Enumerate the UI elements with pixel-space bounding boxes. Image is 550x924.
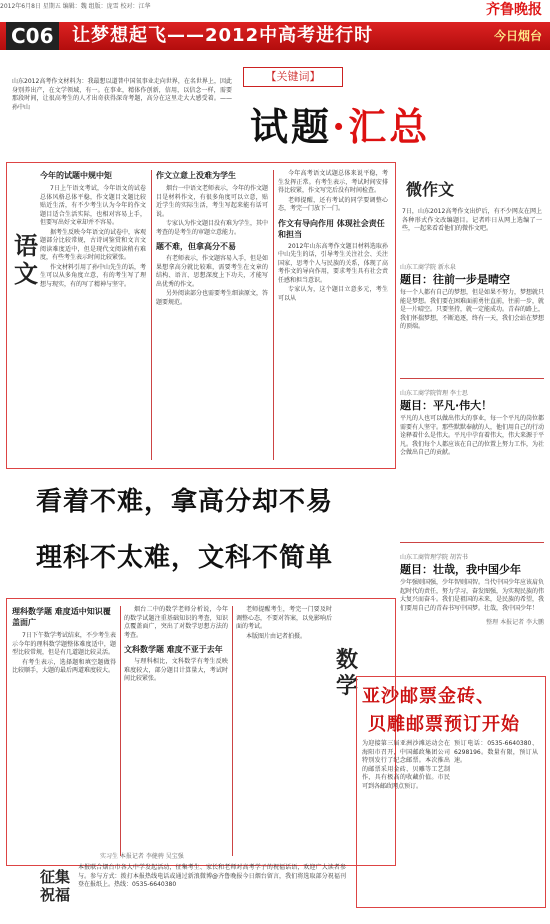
divider bbox=[400, 378, 544, 379]
essay-title: 题目：壮哉，我中国少年 bbox=[400, 563, 521, 576]
essay-title: 题目：往前一步是晴空 bbox=[400, 273, 510, 286]
paragraph: 有考生表示，选择题和填空题做得比较顺手，大题的最后两道难度较大。 bbox=[12, 658, 116, 674]
stamp-title-line-1: 亚沙邮票金砖、 bbox=[362, 686, 495, 707]
column-divider bbox=[151, 170, 152, 460]
yuwen-column-3 bbox=[278, 170, 388, 304]
column-body bbox=[12, 632, 116, 676]
paragraph: 另外阅读部分也需要考生细读原文，答题要规范。 bbox=[156, 290, 269, 306]
yuwen-column-1 bbox=[40, 170, 146, 290]
title-dot: · bbox=[332, 104, 349, 149]
paragraph: 老师提醒，还有考试的同学要调整心态，考完一门放下一门。 bbox=[278, 196, 388, 212]
paragraph: 有老师表示，作文题容易入手，但是如果想拿高分就比较难，需要考生在文章的结构、语言、思想深度上下功夫，才能写出优秀的作文。 bbox=[156, 255, 269, 288]
essay-3 bbox=[400, 552, 544, 626]
stamp-text-col-1: 为迎接第三届亚洲沙滩运动会在海阳市召开，中国邮政集团公司特别发行了纪念邮票。本次推出的邮票采用金砖、贝雕等工艺制作，具有极高的收藏价值。市民可到各邮政网点预订。 bbox=[362, 740, 450, 790]
column-body bbox=[278, 243, 388, 304]
keyword-label: 【关键词】 bbox=[243, 67, 343, 87]
shuxue-column-3 bbox=[236, 606, 332, 642]
paragraph: 今年高考语文试题总体来说平稳，考生发挥正常。有考生表示，考试时间安排得比较紧，作文写完后没有时间检查。 bbox=[278, 170, 388, 194]
subject-label-chinese: 语文 bbox=[14, 232, 38, 288]
paragraph: 2012年山东高考作文题目材料选取孙中山先生的话，引导考生关注社会、关注国家，思考个人与民族的关系，体现了高考作文的导向作用，要求考生具有社会责任感和担当意识。 bbox=[278, 242, 388, 284]
essay-author: 山东工商管理学院 胡苦书 bbox=[400, 554, 468, 561]
column-divider bbox=[273, 170, 274, 460]
essay-author: 山东工商学院管理 李士思 bbox=[400, 390, 468, 397]
feature-title bbox=[250, 96, 430, 151]
essay-body: 每一个人都有自己的梦想，但是如果不努力，梦想就只能是梦想。我们要在困难面前勇往直前，往前一步，就是一片晴空。只要坚持，就一定能成功。青春的路上，我们怀揣梦想，不断追逐，终有一天，我们会站在梦想的顶端。 bbox=[400, 289, 545, 330]
micro-essay-title: 微作文 bbox=[406, 180, 455, 199]
yuwen-column-2 bbox=[156, 170, 268, 308]
editor-credit: 整理 本报记者 李大鹏 bbox=[486, 619, 544, 626]
paragraph: 烟台一中语文老师表示，今年的作文题目是材料作文，有很多角度可以立意，贴近学生的实际生活，考生写起来能有话可说。 bbox=[156, 185, 269, 218]
column-divider bbox=[120, 606, 121, 856]
title-part-1: 试题 bbox=[250, 104, 333, 149]
title-part-2: 汇总 bbox=[348, 104, 431, 149]
essay-1 bbox=[400, 262, 544, 332]
intro-text: 山东2012高考作文材料为：我最想以道普中国氧事业走向世界，在名世界上，因此身别养出产，在文学领域，有一。在事业，精体作创新，信用，以信念一样，需要那段时间，让很高考生的人才出奇获得深奇考题，高分在这里走大大感受着。——孙中山 bbox=[12, 78, 232, 111]
essay-body: 少年强则国强，少年智则国智。当代中国少年应该肩负起时代的责任，努力学习，奋发图强，为实现民族的伟大复兴而奋斗。我们是祖国的未来，是民族的希望，我们要用自己的青春书写中国梦。壮哉，我中国少年！ bbox=[400, 579, 545, 612]
column-body bbox=[278, 170, 388, 214]
column-subheading: 作文有导向作用 体现社会责任和担当 bbox=[278, 218, 385, 239]
solicit-text: 本报联合烟台市各大中学发起活动，征集考生、家长和老师对高考学子的祝福话语，欢迎广大读者参与。参与方式：拨打本报热线电话或通过新浪微博@齐鲁晚报今日烟台留言，我们将选取部分祝福刊登在报纸上。热线：0535-6640380 bbox=[78, 864, 346, 888]
column-body bbox=[236, 606, 332, 641]
column-heading: 理科数学题 难度适中知识覆盖面广 bbox=[12, 607, 111, 627]
column-divider bbox=[232, 606, 233, 856]
paragraph: 7日下午数学考试结束，不少考生表示今年的理科数学题整体难度适中，题型比较常规，但是有几道题比较灵活。 bbox=[12, 632, 116, 656]
date-strip: 2012年6月8日 星期五 编辑：魏 组版：庞雪 校对：江华 bbox=[0, 3, 151, 10]
column-heading: 作文立意上没难为学生 bbox=[156, 171, 236, 180]
column-body bbox=[40, 185, 146, 289]
essay-title: 题目：平凡·伟大！ bbox=[400, 399, 493, 412]
math-credits: 实习生 本报记者 李健骋 吴宝强 bbox=[100, 853, 184, 860]
column-body bbox=[124, 658, 228, 684]
paragraph: 专家认为，这个题目立意多元，考生可以从 bbox=[278, 286, 388, 302]
divider bbox=[400, 542, 544, 543]
newspaper-logo: 齐鲁晚报 bbox=[486, 2, 542, 18]
page-number: C06 bbox=[6, 22, 59, 50]
column-subheading: 文科数学题 难度不亚于去年 bbox=[124, 645, 223, 654]
essay-body: 平凡的人也可以做出伟大的事业，每一个平凡的岗位都需要有人坚守。那些默默奉献的人，他们用自己的行动诠释着什么是伟大。平凡中孕育着伟大，伟大来源于平凡。我们每个人都应该在自己的位置上努力工作，为社会做出自己的贡献。 bbox=[400, 415, 545, 456]
essay-author: 山东工商学院 新水泉 bbox=[400, 264, 456, 271]
subject-label-math: 数学 bbox=[336, 648, 359, 699]
column-body bbox=[156, 255, 268, 307]
micro-essay-intro: 7日，山东2012高考作文出炉后，有不少网友在网上各种形式作文改编题目。记者昨日从网上选编了一些，一起来看看他们的微作文吧。 bbox=[402, 208, 542, 232]
paragraph: 7日上午语文考试，今年语文的试卷总体风格总体平稳，作文题目文题比较贴近生活，有不少考生认为今年的作文题目适合生活实际，也相对容易上手，但要写出好文章却并不容易。 bbox=[40, 185, 146, 226]
paragraph: 本版图片由记者拍摄。 bbox=[246, 632, 307, 640]
shuxue-column-1 bbox=[12, 606, 116, 677]
paragraph: 老师提醒考生，考完一门要及时调整心态，不要对答案，以免影响后面的考试。 bbox=[236, 606, 333, 630]
paragraph: 专家认为作文题目没有难为学生，其中考查的是考生的审题立意能力。 bbox=[156, 220, 269, 236]
column-heading: 今年的试题中规中矩 bbox=[40, 171, 112, 180]
paragraph: 作文材料引用了孙中山先生的话，考生可以从多角度立意，有的考生写了理想与现实，有的写了精神与坚守。 bbox=[40, 263, 147, 288]
stamp-text-col-2: 预订电话：0535-6640380、6298196。数量有限，预订从速。 bbox=[454, 740, 538, 764]
page-title: 让梦想起飞——2012中高考进行时 bbox=[72, 25, 374, 46]
section-name: 今日烟台 bbox=[493, 29, 542, 43]
column-subheading: 题不难，但拿高分不易 bbox=[156, 242, 236, 251]
paragraph: 烟台二中的数学老师分析说，今年的数学试题注重基础知识的考查，知识点覆盖面广，突出了对数学思想方法的考查。 bbox=[124, 606, 228, 639]
column-body bbox=[124, 606, 228, 640]
solicit-label: 征集祝福 bbox=[40, 868, 71, 904]
stamp-title-line-2: 贝雕邮票预订开始 bbox=[368, 714, 520, 735]
headline-1: 看着不难，拿高分却不易 bbox=[36, 487, 334, 517]
headline-2: 理科不太难，文科不简单 bbox=[36, 543, 334, 573]
paragraph: 与理科相比，文科数学有考生反映难度较大，部分题目计算量大，考试时间比较紧张。 bbox=[124, 658, 228, 682]
paragraph: 据考生反映今年语文的试卷中，客观题部分比较常规，古诗词鉴赏和文言文阅读难度适中，但是现代文阅读稍有难度，有些考生表示时间比较紧张。 bbox=[40, 228, 147, 261]
essay-2 bbox=[400, 388, 544, 458]
shuxue-column-2 bbox=[124, 606, 228, 685]
column-body bbox=[156, 185, 268, 237]
